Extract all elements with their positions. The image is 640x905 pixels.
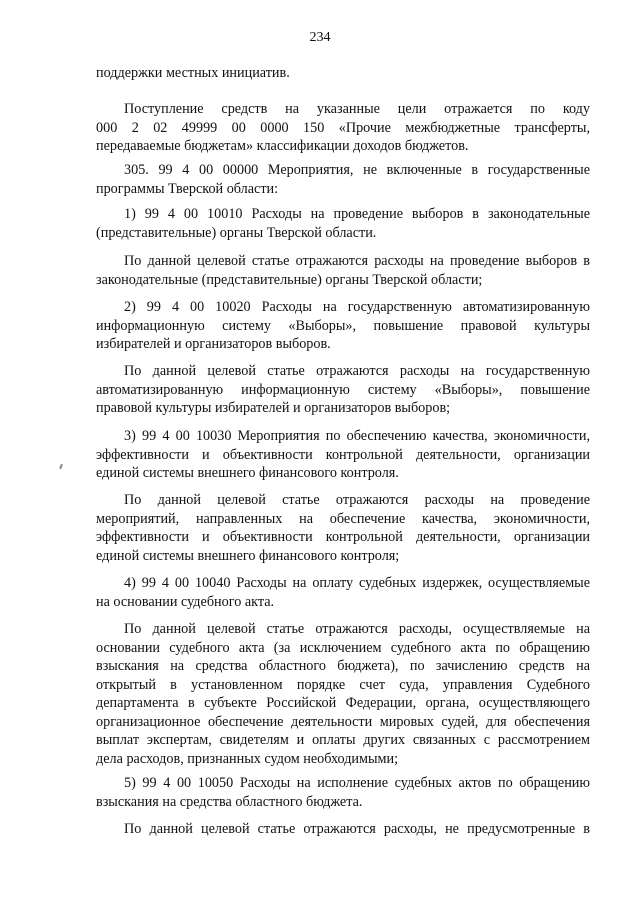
text-line: 3) 99 4 00 10030 Мероприятия по обеспечению качества, экономичности,	[124, 428, 590, 444]
text-line: По данной целевой статье отражаются расходы на государственную	[124, 363, 590, 379]
paragraph-item-4-description	[96, 620, 590, 768]
text-line: 5) 99 4 00 10050 Расходы на исполнение судебных актов по обращению	[124, 775, 590, 791]
text-line: открытый в установленном порядке счет суда, управления Судебного	[96, 676, 590, 693]
text-line: передаваемые бюджетам» классификации доходов бюджетов.	[96, 138, 469, 154]
paragraph-item-5	[96, 774, 590, 811]
text-line: законодательные (представительные) органы Тверской области;	[96, 271, 483, 288]
text-line: По данной целевой статье отражаются расходы, осуществляемые на	[124, 621, 590, 637]
paragraph-item-1	[96, 205, 590, 242]
text-line: программы Тверской области:	[96, 180, 279, 197]
text-line: избирателей и организаторов выборов.	[96, 336, 331, 352]
text-line: дела расходов, признанных судом необходимыми;	[96, 750, 399, 767]
text-line: Поступление средств на указанные цели отражается по коду	[124, 101, 590, 117]
text-line: (представительные) органы Тверской области.	[96, 224, 377, 241]
text-line: на основании судебного акта.	[96, 593, 275, 610]
text-line: 1) 99 4 00 10010 Расходы на проведение выборов в законодательные	[124, 206, 590, 222]
text-line: организационное обеспечение деятельности мировых судей, для обеспечения	[96, 713, 590, 730]
text-line: единой системы внешнего финансового контроля.	[96, 465, 399, 481]
text-line: 4) 99 4 00 10040 Расходы на оплату судебных издержек, осуществляемые	[124, 575, 590, 591]
text-line: По данной целевой статье отражаются расходы на проведение выборов в	[124, 253, 590, 269]
paragraph-item-4	[96, 574, 590, 611]
text-line: мероприятий, направленных на обеспечение качества, экономичности,	[96, 510, 590, 527]
scan-speck	[59, 464, 63, 469]
text-line: эффективности и объективности контрольной деятельности, организации	[96, 529, 590, 545]
paragraph-item-1-description	[96, 252, 590, 289]
text-line: информационную систему «Выборы», повышение правовой культуры	[96, 317, 590, 334]
text-line: выплат экспертам, свидетелям и оплаты других связанных с рассмотрением	[96, 732, 590, 748]
text-line: основании судебного акта (за исключением судебного акта по обращению	[96, 639, 590, 656]
text-line: департамента в субъекте Российской Федерации, органа, осуществляющего	[96, 695, 590, 711]
paragraph-item-3-description	[96, 491, 590, 565]
text-line: По данной целевой статье отражаются расходы на проведение	[124, 492, 590, 508]
paragraph-item-305	[96, 161, 590, 198]
text-line: По данной целевой статье отражаются расходы, не предусмотренные в	[124, 821, 590, 837]
paragraph-item-5-description	[96, 820, 590, 839]
text-line: 305. 99 4 00 00000 Мероприятия, не включенные в государственные	[124, 162, 590, 178]
text-line: 2) 99 4 00 10020 Расходы на государственную автоматизированную	[124, 299, 590, 315]
paragraph-item-2-description	[96, 362, 590, 418]
text-line: взыскания на средства областного бюджета), по зачислению средств на	[96, 658, 590, 674]
text-line: поддержки местных инициатив.	[96, 65, 290, 81]
text-line: взыскания на средства областного бюджета.	[96, 793, 363, 810]
text-line: эффективности и объективности контрольной деятельности, организации	[96, 446, 590, 463]
paragraph-continuation	[96, 64, 590, 83]
page-number: 234	[309, 30, 331, 45]
paragraph-item-2	[96, 298, 590, 354]
text-line: правовой культуры избирателей и организаторов выборов;	[96, 400, 451, 416]
paragraph-income-code	[96, 100, 590, 156]
paragraph-item-3	[96, 427, 590, 483]
text-line: автоматизированную информационную систему «Выборы», повышение	[96, 381, 590, 398]
text-line: 000 2 02 49999 00 0000 150 «Прочие межбюджетные трансферты,	[96, 119, 590, 136]
text-line: единой системы внешнего финансового контроля;	[96, 547, 400, 564]
